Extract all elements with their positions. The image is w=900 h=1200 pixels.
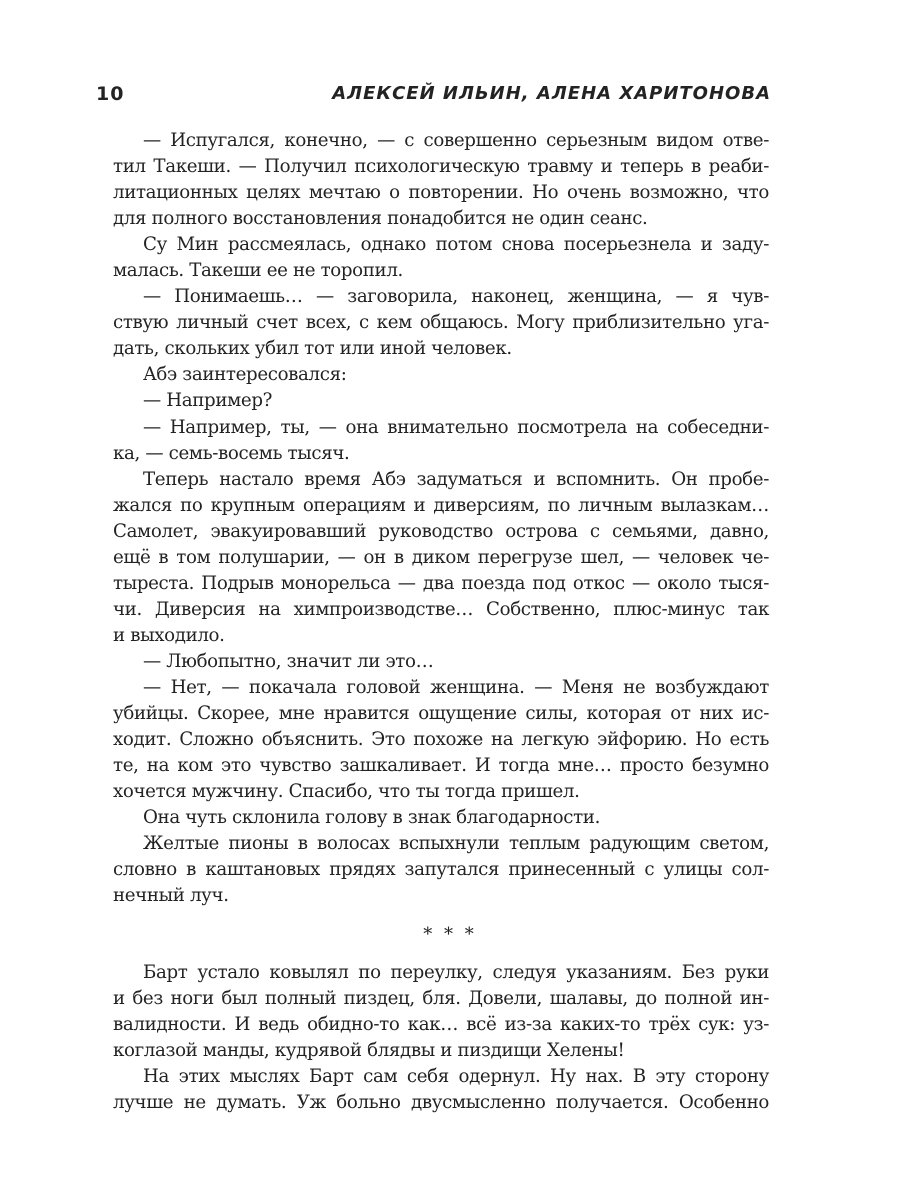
text-line: — Любопытно, значит ли это… — [143, 650, 434, 672]
page-number: 10 — [96, 83, 125, 105]
text-line: ка, — семь-восемь тысяч. — [113, 442, 350, 464]
text-line: литационных целях мечтаю о повторении. Но очень возможно, что — [113, 182, 769, 204]
text-line: нечный луч. — [113, 885, 229, 907]
text-line: и без ноги был полный пиздец, бля. Довели, шалавы, до полной ин- — [113, 988, 769, 1010]
text-line: Самолет, эвакуировавший руководство острова с семьями, давно, — [113, 520, 769, 542]
text-line: тил Такеши. — Получил психологическую травму и теперь в реаби- — [113, 156, 769, 178]
text-line: ещё в том полушарии, — он в диком перегрузе шел, — человек че- — [113, 546, 769, 568]
text-line: для полного восстановления понадобится не один сеанс. — [113, 208, 648, 230]
text-line: — Нет, — покачала головой женщина. — Меня не возбуждают — [143, 676, 769, 698]
text-line: На этих мыслях Барт сам себя одернул. Ну нах. В эту сторону — [143, 1066, 769, 1088]
text-line: словно в каштановых прядях запутался принесенный с улицы сол- — [113, 859, 769, 881]
text-line: лучше не думать. Уж больно двусмысленно получается. Особенно — [113, 1092, 769, 1114]
text-line: Теперь настало время Абэ задуматься и вспомнить. Он пробе- — [143, 468, 769, 490]
text-line: Она чуть склонила голову в знак благодарности. — [143, 807, 600, 829]
text-line: малась. Такеши ее не торопил. — [113, 260, 403, 282]
body-text-top — [113, 128, 769, 909]
text-line: валидности. И ведь обидно-то как… всё из-за каких-то трёх сук: уз- — [113, 1014, 769, 1036]
text-line: Су Мин рассмеялась, однако потом снова посерьезнела и заду- — [143, 234, 769, 256]
text-line: Желтые пионы в волосах вспыхнули теплым радующим светом, — [143, 833, 769, 855]
page-header — [96, 83, 771, 111]
text-line: — Понимаешь… — заговорила, наконец, женщина, — я чув- — [143, 286, 769, 308]
body-text-bottom — [113, 960, 769, 1116]
text-line: ходит. Сложно объяснить. Это похоже на легкую эйфорию. Но есть — [113, 729, 769, 751]
text-line: Абэ заинтересовался: — [143, 364, 347, 386]
text-line: жался по крупным операциям и диверсиям, по личным вылазкам… — [113, 494, 769, 516]
text-line: ствую личный счет всех, с кем общаюсь. Могу приблизительно уга- — [113, 312, 769, 334]
text-line: — Например, ты, — она внимательно посмотрела на собеседни- — [143, 416, 769, 438]
text-line: и выходило. — [113, 624, 225, 646]
text-line: те, на ком это чувство зашкаливает. И тогда мне… просто безумно — [113, 755, 769, 777]
section-separator: * * * — [423, 924, 477, 945]
text-line: убийцы. Скорее, мне нравится ощущение силы, которая от них ис- — [113, 703, 769, 725]
text-line: коглазой манды, кудрявой блядвы и пиздищи Хелены! — [113, 1040, 625, 1062]
running-head: АЛЕКСЕЙ ИЛЬИН, АЛЕНА ХАРИТОНОВА — [332, 83, 771, 104]
text-line: — Например? — [143, 390, 273, 412]
text-line: — Испугался, конечно, — с совершенно серьезным видом отве- — [143, 130, 769, 151]
text-line: дать, скольких убил тот или иной человек. — [113, 338, 512, 360]
text-line: тыреста. Подрыв монорельса — два поезда под откос — около тыся- — [113, 572, 769, 594]
text-line: Барт устало ковылял по переулку, следуя указаниям. Без руки — [143, 962, 769, 983]
text-line: чи. Диверсия на химпроизводстве… Собственно, плюс-минус так — [113, 598, 769, 620]
text-line: хочется мужчину. Спасибо, что ты тогда пришел. — [113, 781, 580, 803]
